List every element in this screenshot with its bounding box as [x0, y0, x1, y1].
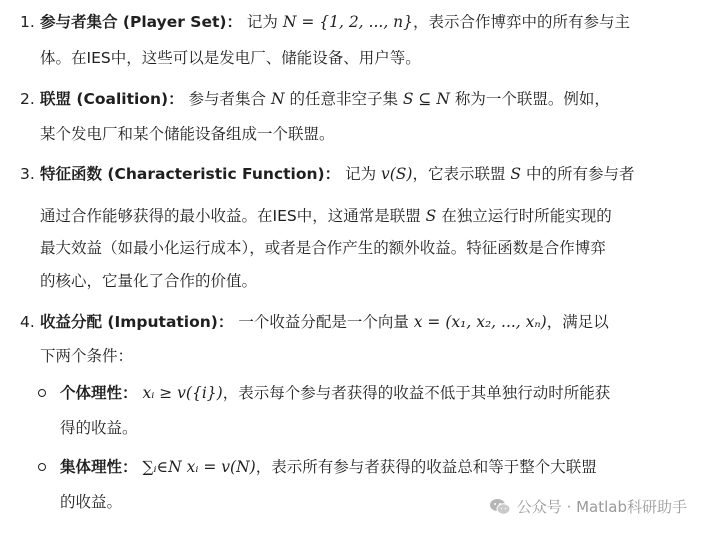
math-expression: S	[510, 165, 522, 183]
math-expression: N = {1, 2, ..., n}	[282, 13, 414, 31]
wechat-icon	[489, 498, 511, 516]
watermark	[489, 496, 687, 517]
item-number: 3.	[20, 165, 35, 183]
document-body: 1. 参与者集合 (Player Set)： 记为 N = {1, 2, ..., n}，表示合作博弈中的所有参与主 体。在IES中，这些可以是发电厂、储能设备、用户等。 2. 联盟 (Coalition)： 参与者集合 N 的任意非空子集 S ⊆ N 称为一个联盟。例如， 某个发电厂和某个储能设备组成一个联盟。 3. 特征函数 (Characteristic Function)： 记为 v(S)，它表示联盟 S 中的所有参与者 通过合作能够获得的最小收益。在IES中，这通常是联盟 S 在独立运行时所能实现的 最大效益（如最小化运行成本），或者是合作产生的额外收益。特征函数是合作博弈 的核心，它量化了合作的价值。 4. 收益分配 (Imputation)： 一个收益分配是一个向量 x = (x₁, x₂, ..., xₙ)，满足以 下两个条件： 个体理性： xᵢ ≥ v({i})，表示每个参与者获得的收益不低于其单独行动时所能获 得的收益。 集体理性： ∑ᵢ∈N xᵢ = v(N)，表示所有参与者获得的收益总和等于整个大联盟 的收益。 公众号 · Matlab科研助手	[20, 13, 687, 516]
math-expression: x = (x₁, x₂, ..., xₙ)	[413, 313, 547, 331]
math-expression: N	[270, 90, 285, 108]
item-number: 4.	[20, 313, 35, 331]
item-title: 联盟 (Coalition)：	[40, 90, 184, 108]
math-expression: xᵢ ≥ v({i})	[142, 384, 223, 402]
math-expression: S	[425, 207, 437, 225]
item-title: 收益分配 (Imputation)：	[40, 313, 234, 331]
math-expression: v(S)	[381, 165, 413, 183]
bullet-icon	[38, 389, 46, 397]
item-title: 特征函数 (Characteristic Function)：	[40, 165, 341, 183]
math-expression: S ⊆ N	[402, 90, 450, 108]
math-expression: ∑ᵢ∈N xᵢ = v(N)	[142, 458, 256, 476]
condition-title: 个体理性：	[60, 384, 138, 402]
bullet-icon	[38, 463, 46, 471]
item-title: 参与者集合 (Player Set)：	[40, 13, 242, 31]
item-number: 2.	[20, 90, 35, 108]
condition-title: 集体理性：	[60, 458, 138, 476]
item-number: 1.	[20, 13, 35, 31]
watermark-text: 公众号 · Matlab科研助手	[516, 498, 687, 516]
